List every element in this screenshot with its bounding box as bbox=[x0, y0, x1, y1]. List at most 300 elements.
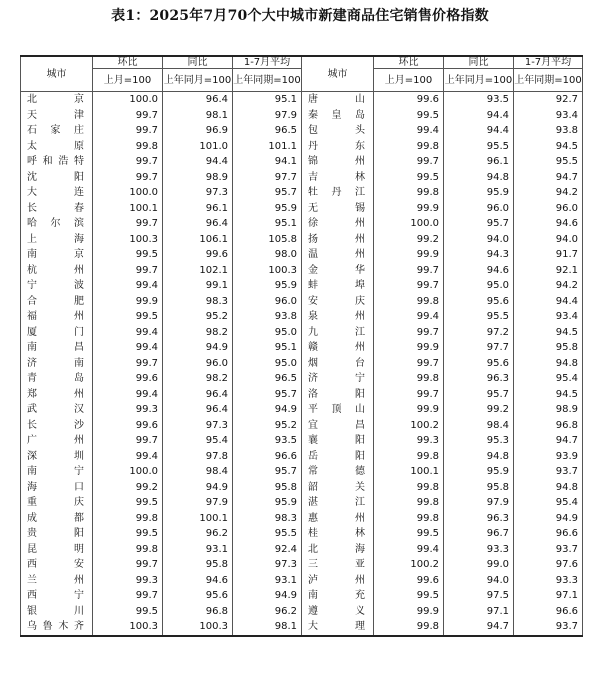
cell-city-left: 呼和浩特 bbox=[21, 154, 93, 170]
cell-yoy-right: 97.9 bbox=[444, 495, 514, 511]
cell-yoy-left: 94.9 bbox=[163, 480, 233, 496]
cell-mom-right: 100.1 bbox=[374, 464, 444, 480]
cell-yoy-left: 96.4 bbox=[163, 387, 233, 403]
cell-mom-right: 99.4 bbox=[374, 309, 444, 325]
cell-city-right: 常德 bbox=[302, 464, 374, 480]
cell-mom-right: 99.6 bbox=[374, 92, 444, 108]
table-row bbox=[21, 123, 583, 139]
cell-yoy-left: 96.1 bbox=[163, 201, 233, 217]
cell-city-right: 烟台 bbox=[302, 356, 374, 372]
price-index-table bbox=[20, 55, 583, 637]
cell-avg-left: 98.3 bbox=[233, 511, 302, 527]
cell-avg-left: 98.1 bbox=[233, 619, 302, 636]
cell-city-left: 厦门 bbox=[21, 325, 93, 341]
cell-city-right: 锦州 bbox=[302, 154, 374, 170]
cell-city-left: 西安 bbox=[21, 557, 93, 573]
cell-avg-left: 100.3 bbox=[233, 263, 302, 279]
header-mom-base-right: 上月=100 bbox=[374, 69, 444, 92]
cell-mom-right: 99.7 bbox=[374, 387, 444, 403]
cell-avg-right: 94.9 bbox=[514, 511, 583, 527]
cell-mom-right: 99.7 bbox=[374, 325, 444, 341]
table-row bbox=[21, 108, 583, 124]
cell-city-right: 金华 bbox=[302, 263, 374, 279]
table-row bbox=[21, 495, 583, 511]
cell-avg-right: 95.8 bbox=[514, 340, 583, 356]
cell-mom-left: 100.0 bbox=[93, 92, 163, 108]
cell-mom-left: 99.7 bbox=[93, 433, 163, 449]
cell-yoy-right: 95.9 bbox=[444, 185, 514, 201]
cell-avg-right: 92.1 bbox=[514, 263, 583, 279]
cell-city-right: 赣州 bbox=[302, 340, 374, 356]
table-row bbox=[21, 480, 583, 496]
cell-avg-right: 96.6 bbox=[514, 526, 583, 542]
cell-city-right: 蚌埠 bbox=[302, 278, 374, 294]
cell-avg-right: 93.4 bbox=[514, 108, 583, 124]
cell-city-right: 牡丹江 bbox=[302, 185, 374, 201]
cell-city-left: 济南 bbox=[21, 356, 93, 372]
cell-yoy-left: 98.4 bbox=[163, 464, 233, 480]
cell-yoy-right: 94.7 bbox=[444, 619, 514, 636]
cell-avg-left: 95.0 bbox=[233, 325, 302, 341]
cell-city-left: 天津 bbox=[21, 108, 93, 124]
cell-mom-left: 99.4 bbox=[93, 340, 163, 356]
table-row bbox=[21, 263, 583, 279]
cell-avg-left: 97.9 bbox=[233, 108, 302, 124]
cell-mom-left: 99.4 bbox=[93, 278, 163, 294]
header-yoy-base-left: 上年同月=100 bbox=[163, 69, 233, 92]
cell-city-left: 南昌 bbox=[21, 340, 93, 356]
cell-yoy-left: 106.1 bbox=[163, 232, 233, 248]
header-avg-right: 1-7月平均 bbox=[514, 56, 583, 69]
cell-avg-left: 93.1 bbox=[233, 573, 302, 589]
cell-city-left: 贵阳 bbox=[21, 526, 93, 542]
cell-yoy-left: 96.4 bbox=[163, 402, 233, 418]
cell-mom-left: 99.4 bbox=[93, 387, 163, 403]
table-row bbox=[21, 402, 583, 418]
cell-yoy-right: 99.2 bbox=[444, 402, 514, 418]
cell-city-right: 北海 bbox=[302, 542, 374, 558]
cell-yoy-left: 94.4 bbox=[163, 154, 233, 170]
cell-mom-right: 99.8 bbox=[374, 371, 444, 387]
cell-yoy-left: 95.2 bbox=[163, 309, 233, 325]
table-row bbox=[21, 216, 583, 232]
cell-avg-left: 93.8 bbox=[233, 309, 302, 325]
cell-city-left: 武汉 bbox=[21, 402, 93, 418]
cell-yoy-right: 93.5 bbox=[444, 92, 514, 108]
cell-city-left: 宁波 bbox=[21, 278, 93, 294]
cell-city-left: 南京 bbox=[21, 247, 93, 263]
cell-mom-left: 99.7 bbox=[93, 588, 163, 604]
cell-mom-right: 99.8 bbox=[374, 619, 444, 636]
cell-city-left: 西宁 bbox=[21, 588, 93, 604]
cell-avg-right: 94.4 bbox=[514, 294, 583, 310]
cell-avg-right: 96.0 bbox=[514, 201, 583, 217]
cell-mom-left: 99.7 bbox=[93, 170, 163, 186]
cell-mom-left: 99.5 bbox=[93, 247, 163, 263]
table-row bbox=[21, 340, 583, 356]
cell-yoy-left: 96.2 bbox=[163, 526, 233, 542]
cell-avg-left: 95.9 bbox=[233, 495, 302, 511]
cell-city-right: 温州 bbox=[302, 247, 374, 263]
cell-yoy-left: 101.0 bbox=[163, 139, 233, 155]
cell-yoy-right: 94.3 bbox=[444, 247, 514, 263]
cell-avg-right: 94.5 bbox=[514, 387, 583, 403]
cell-yoy-right: 94.4 bbox=[444, 123, 514, 139]
cell-yoy-left: 96.4 bbox=[163, 216, 233, 232]
header-avg-base-left: 上年同期=100 bbox=[233, 69, 302, 92]
cell-yoy-right: 95.8 bbox=[444, 480, 514, 496]
cell-avg-right: 97.6 bbox=[514, 557, 583, 573]
cell-mom-right: 99.3 bbox=[374, 433, 444, 449]
cell-city-right: 惠州 bbox=[302, 511, 374, 527]
cell-city-right: 岳阳 bbox=[302, 449, 374, 465]
cell-city-right: 襄阳 bbox=[302, 433, 374, 449]
cell-mom-right: 99.5 bbox=[374, 526, 444, 542]
cell-avg-right: 95.4 bbox=[514, 495, 583, 511]
cell-city-left: 长春 bbox=[21, 201, 93, 217]
cell-yoy-right: 94.8 bbox=[444, 170, 514, 186]
cell-avg-right: 98.9 bbox=[514, 402, 583, 418]
cell-city-right: 安庆 bbox=[302, 294, 374, 310]
cell-mom-left: 99.5 bbox=[93, 495, 163, 511]
cell-yoy-left: 98.2 bbox=[163, 325, 233, 341]
cell-avg-left: 95.1 bbox=[233, 340, 302, 356]
cell-city-left: 重庆 bbox=[21, 495, 93, 511]
cell-yoy-left: 97.8 bbox=[163, 449, 233, 465]
header-yoy-right: 同比 bbox=[444, 56, 514, 69]
cell-city-left: 长沙 bbox=[21, 418, 93, 434]
cell-city-right: 秦皇岛 bbox=[302, 108, 374, 124]
cell-avg-right: 94.7 bbox=[514, 433, 583, 449]
cell-mom-right: 100.0 bbox=[374, 216, 444, 232]
table-row bbox=[21, 139, 583, 155]
cell-yoy-left: 97.3 bbox=[163, 418, 233, 434]
cell-yoy-left: 95.6 bbox=[163, 588, 233, 604]
cell-yoy-right: 95.6 bbox=[444, 294, 514, 310]
cell-city-left: 哈尔滨 bbox=[21, 216, 93, 232]
cell-city-left: 青岛 bbox=[21, 371, 93, 387]
cell-city-right: 无锡 bbox=[302, 201, 374, 217]
cell-city-left: 大连 bbox=[21, 185, 93, 201]
cell-mom-left: 99.7 bbox=[93, 216, 163, 232]
table-row bbox=[21, 542, 583, 558]
cell-mom-right: 99.9 bbox=[374, 604, 444, 620]
cell-yoy-right: 94.0 bbox=[444, 573, 514, 589]
cell-mom-right: 99.5 bbox=[374, 588, 444, 604]
cell-mom-left: 99.8 bbox=[93, 542, 163, 558]
cell-mom-left: 99.8 bbox=[93, 139, 163, 155]
cell-city-right: 泸州 bbox=[302, 573, 374, 589]
cell-mom-left: 99.7 bbox=[93, 263, 163, 279]
cell-yoy-left: 100.1 bbox=[163, 511, 233, 527]
cell-yoy-right: 98.4 bbox=[444, 418, 514, 434]
cell-mom-right: 99.8 bbox=[374, 480, 444, 496]
header-avg-base-right: 上年同期=100 bbox=[514, 69, 583, 92]
cell-avg-right: 92.7 bbox=[514, 92, 583, 108]
table-row bbox=[21, 418, 583, 434]
cell-mom-right: 100.2 bbox=[374, 418, 444, 434]
cell-yoy-right: 95.7 bbox=[444, 387, 514, 403]
cell-yoy-left: 98.2 bbox=[163, 371, 233, 387]
table-row bbox=[21, 201, 583, 217]
cell-yoy-right: 96.0 bbox=[444, 201, 514, 217]
cell-mom-left: 99.7 bbox=[93, 123, 163, 139]
header-mom-left: 环比 bbox=[93, 56, 163, 69]
cell-city-left: 北京 bbox=[21, 92, 93, 108]
cell-avg-right: 96.6 bbox=[514, 604, 583, 620]
cell-avg-left: 95.9 bbox=[233, 278, 302, 294]
cell-avg-left: 95.1 bbox=[233, 216, 302, 232]
table-row bbox=[21, 449, 583, 465]
cell-city-right: 韶关 bbox=[302, 480, 374, 496]
cell-mom-right: 99.7 bbox=[374, 154, 444, 170]
cell-mom-left: 100.3 bbox=[93, 232, 163, 248]
cell-city-right: 扬州 bbox=[302, 232, 374, 248]
cell-yoy-right: 99.0 bbox=[444, 557, 514, 573]
cell-yoy-left: 100.3 bbox=[163, 619, 233, 636]
cell-yoy-left: 99.1 bbox=[163, 278, 233, 294]
cell-city-left: 太原 bbox=[21, 139, 93, 155]
cell-avg-left: 97.3 bbox=[233, 557, 302, 573]
cell-city-left: 上海 bbox=[21, 232, 93, 248]
cell-city-right: 泉州 bbox=[302, 309, 374, 325]
cell-avg-right: 91.7 bbox=[514, 247, 583, 263]
cell-avg-left: 105.8 bbox=[233, 232, 302, 248]
cell-city-left: 福州 bbox=[21, 309, 93, 325]
cell-mom-left: 99.5 bbox=[93, 526, 163, 542]
cell-avg-left: 94.9 bbox=[233, 588, 302, 604]
cell-yoy-left: 97.3 bbox=[163, 185, 233, 201]
header-mom-right: 环比 bbox=[374, 56, 444, 69]
header-avg-left: 1-7月平均 bbox=[233, 56, 302, 69]
cell-avg-right: 94.8 bbox=[514, 480, 583, 496]
cell-mom-left: 100.0 bbox=[93, 464, 163, 480]
cell-city-right: 平顶山 bbox=[302, 402, 374, 418]
cell-avg-left: 96.5 bbox=[233, 371, 302, 387]
cell-yoy-left: 93.1 bbox=[163, 542, 233, 558]
cell-yoy-right: 94.6 bbox=[444, 263, 514, 279]
cell-mom-left: 99.7 bbox=[93, 154, 163, 170]
cell-yoy-right: 95.6 bbox=[444, 356, 514, 372]
cell-mom-left: 99.6 bbox=[93, 418, 163, 434]
cell-avg-left: 95.7 bbox=[233, 464, 302, 480]
cell-mom-right: 99.9 bbox=[374, 340, 444, 356]
cell-avg-left: 101.1 bbox=[233, 139, 302, 155]
cell-mom-left: 99.7 bbox=[93, 356, 163, 372]
cell-avg-right: 94.0 bbox=[514, 232, 583, 248]
cell-city-right: 三亚 bbox=[302, 557, 374, 573]
cell-yoy-right: 97.5 bbox=[444, 588, 514, 604]
cell-yoy-right: 95.7 bbox=[444, 216, 514, 232]
cell-city-right: 济宁 bbox=[302, 371, 374, 387]
cell-avg-left: 94.1 bbox=[233, 154, 302, 170]
cell-mom-right: 99.5 bbox=[374, 108, 444, 124]
cell-mom-left: 99.3 bbox=[93, 573, 163, 589]
table-row bbox=[21, 604, 583, 620]
cell-yoy-right: 95.5 bbox=[444, 139, 514, 155]
cell-mom-left: 99.6 bbox=[93, 371, 163, 387]
cell-mom-right: 99.4 bbox=[374, 542, 444, 558]
cell-mom-right: 99.8 bbox=[374, 294, 444, 310]
cell-yoy-left: 99.6 bbox=[163, 247, 233, 263]
cell-avg-right: 94.5 bbox=[514, 139, 583, 155]
cell-avg-left: 96.0 bbox=[233, 294, 302, 310]
cell-city-left: 昆明 bbox=[21, 542, 93, 558]
table-row bbox=[21, 247, 583, 263]
cell-yoy-right: 96.3 bbox=[444, 371, 514, 387]
cell-avg-right: 93.3 bbox=[514, 573, 583, 589]
cell-yoy-left: 98.1 bbox=[163, 108, 233, 124]
cell-avg-left: 95.1 bbox=[233, 92, 302, 108]
cell-avg-right: 93.4 bbox=[514, 309, 583, 325]
table-row bbox=[21, 170, 583, 186]
cell-mom-right: 99.4 bbox=[374, 123, 444, 139]
cell-mom-left: 99.5 bbox=[93, 309, 163, 325]
table-body bbox=[21, 92, 583, 636]
cell-yoy-left: 94.9 bbox=[163, 340, 233, 356]
cell-yoy-right: 95.0 bbox=[444, 278, 514, 294]
cell-city-left: 深圳 bbox=[21, 449, 93, 465]
table-row bbox=[21, 232, 583, 248]
cell-yoy-left: 95.8 bbox=[163, 557, 233, 573]
cell-city-left: 沈阳 bbox=[21, 170, 93, 186]
cell-mom-right: 99.8 bbox=[374, 495, 444, 511]
cell-avg-left: 92.4 bbox=[233, 542, 302, 558]
table-row bbox=[21, 278, 583, 294]
cell-mom-left: 99.5 bbox=[93, 604, 163, 620]
header-yoy-left: 同比 bbox=[163, 56, 233, 69]
cell-city-right: 南充 bbox=[302, 588, 374, 604]
header-city-right: 城市 bbox=[302, 56, 374, 92]
cell-city-right: 桂林 bbox=[302, 526, 374, 542]
cell-city-left: 广州 bbox=[21, 433, 93, 449]
cell-avg-left: 94.9 bbox=[233, 402, 302, 418]
cell-avg-right: 93.7 bbox=[514, 619, 583, 636]
cell-mom-right: 99.9 bbox=[374, 402, 444, 418]
cell-yoy-right: 96.3 bbox=[444, 511, 514, 527]
cell-mom-left: 100.1 bbox=[93, 201, 163, 217]
table-row bbox=[21, 92, 583, 108]
table-row bbox=[21, 573, 583, 589]
cell-yoy-right: 95.3 bbox=[444, 433, 514, 449]
table-row bbox=[21, 619, 583, 636]
cell-mom-right: 99.9 bbox=[374, 247, 444, 263]
cell-avg-right: 93.9 bbox=[514, 449, 583, 465]
cell-mom-left: 99.8 bbox=[93, 511, 163, 527]
table-row bbox=[21, 371, 583, 387]
cell-yoy-left: 97.9 bbox=[163, 495, 233, 511]
cell-city-left: 兰州 bbox=[21, 573, 93, 589]
table-title: 表1：2025年7月70个大中城市新建商品住宅销售价格指数 bbox=[111, 8, 489, 24]
cell-avg-right: 96.8 bbox=[514, 418, 583, 434]
cell-yoy-left: 94.6 bbox=[163, 573, 233, 589]
cell-mom-right: 99.8 bbox=[374, 449, 444, 465]
cell-avg-left: 96.6 bbox=[233, 449, 302, 465]
cell-yoy-right: 94.8 bbox=[444, 449, 514, 465]
table-row bbox=[21, 464, 583, 480]
table-row bbox=[21, 557, 583, 573]
header-mom-base-left: 上月=100 bbox=[93, 69, 163, 92]
cell-mom-right: 100.2 bbox=[374, 557, 444, 573]
cell-city-right: 宜昌 bbox=[302, 418, 374, 434]
cell-avg-left: 93.5 bbox=[233, 433, 302, 449]
cell-avg-right: 94.6 bbox=[514, 216, 583, 232]
cell-mom-right: 99.9 bbox=[374, 201, 444, 217]
cell-avg-left: 96.2 bbox=[233, 604, 302, 620]
cell-mom-right: 99.8 bbox=[374, 139, 444, 155]
cell-city-right: 九江 bbox=[302, 325, 374, 341]
cell-city-right: 大理 bbox=[302, 619, 374, 636]
cell-yoy-left: 98.3 bbox=[163, 294, 233, 310]
cell-yoy-right: 96.7 bbox=[444, 526, 514, 542]
cell-avg-right: 93.8 bbox=[514, 123, 583, 139]
cell-mom-right: 99.7 bbox=[374, 263, 444, 279]
cell-mom-right: 99.7 bbox=[374, 356, 444, 372]
cell-yoy-right: 95.5 bbox=[444, 309, 514, 325]
cell-mom-right: 99.6 bbox=[374, 573, 444, 589]
cell-city-right: 吉林 bbox=[302, 170, 374, 186]
table-row bbox=[21, 511, 583, 527]
cell-avg-right: 94.2 bbox=[514, 185, 583, 201]
cell-yoy-right: 93.3 bbox=[444, 542, 514, 558]
table-row bbox=[21, 356, 583, 372]
cell-city-left: 南宁 bbox=[21, 464, 93, 480]
cell-mom-right: 99.7 bbox=[374, 278, 444, 294]
cell-avg-right: 94.2 bbox=[514, 278, 583, 294]
cell-avg-left: 95.0 bbox=[233, 356, 302, 372]
cell-yoy-right: 97.1 bbox=[444, 604, 514, 620]
cell-mom-right: 99.8 bbox=[374, 511, 444, 527]
cell-avg-right: 93.7 bbox=[514, 464, 583, 480]
cell-avg-right: 97.1 bbox=[514, 588, 583, 604]
cell-city-left: 合肥 bbox=[21, 294, 93, 310]
cell-avg-left: 95.9 bbox=[233, 201, 302, 217]
table-row bbox=[21, 185, 583, 201]
cell-city-left: 海口 bbox=[21, 480, 93, 496]
cell-city-left: 乌鲁木齐 bbox=[21, 619, 93, 636]
cell-yoy-right: 96.1 bbox=[444, 154, 514, 170]
cell-yoy-right: 95.9 bbox=[444, 464, 514, 480]
table-row bbox=[21, 387, 583, 403]
cell-yoy-left: 95.4 bbox=[163, 433, 233, 449]
header-yoy-base-right: 上年同月=100 bbox=[444, 69, 514, 92]
cell-yoy-right: 94.4 bbox=[444, 108, 514, 124]
cell-yoy-left: 102.1 bbox=[163, 263, 233, 279]
cell-yoy-left: 96.8 bbox=[163, 604, 233, 620]
cell-yoy-left: 96.0 bbox=[163, 356, 233, 372]
cell-yoy-left: 96.9 bbox=[163, 123, 233, 139]
cell-city-right: 徐州 bbox=[302, 216, 374, 232]
cell-city-left: 郑州 bbox=[21, 387, 93, 403]
cell-mom-left: 99.7 bbox=[93, 108, 163, 124]
cell-avg-left: 96.5 bbox=[233, 123, 302, 139]
cell-city-left: 杭州 bbox=[21, 263, 93, 279]
table-row bbox=[21, 294, 583, 310]
cell-mom-left: 99.9 bbox=[93, 294, 163, 310]
cell-mom-left: 99.4 bbox=[93, 449, 163, 465]
table-row bbox=[21, 588, 583, 604]
table-row bbox=[21, 154, 583, 170]
cell-city-right: 丹东 bbox=[302, 139, 374, 155]
cell-yoy-right: 97.7 bbox=[444, 340, 514, 356]
cell-city-right: 遵义 bbox=[302, 604, 374, 620]
cell-avg-left: 95.5 bbox=[233, 526, 302, 542]
cell-avg-left: 95.7 bbox=[233, 185, 302, 201]
cell-yoy-right: 94.0 bbox=[444, 232, 514, 248]
cell-avg-right: 95.5 bbox=[514, 154, 583, 170]
cell-avg-left: 97.7 bbox=[233, 170, 302, 186]
table-row bbox=[21, 526, 583, 542]
